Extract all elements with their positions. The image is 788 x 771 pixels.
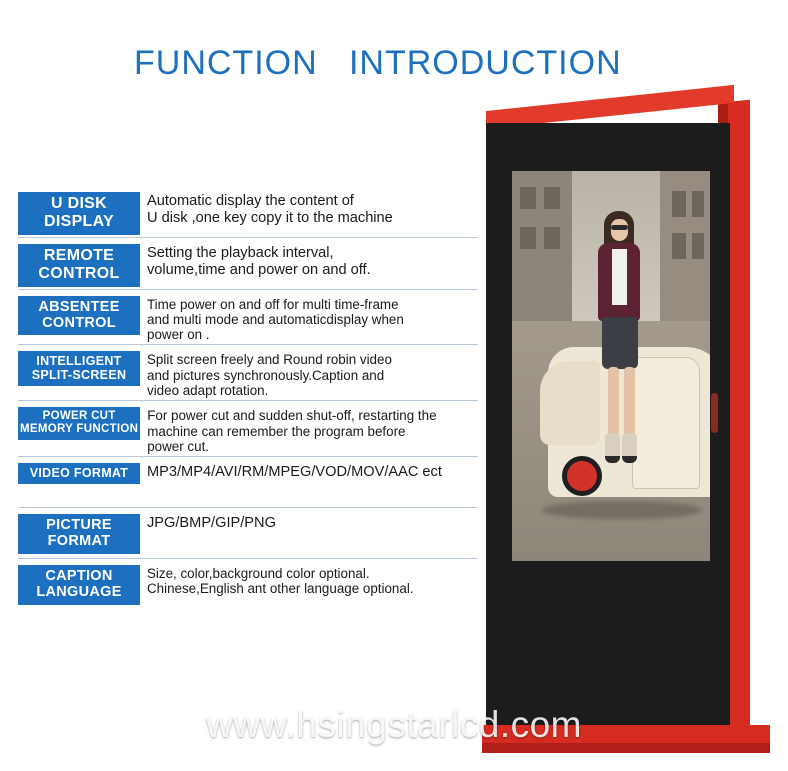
feature-table: [18, 192, 478, 615]
feature-description-line: video adapt rotation.: [147, 383, 269, 399]
scene-window: [544, 227, 560, 249]
scene-window: [692, 191, 704, 217]
scene-window: [672, 233, 686, 259]
feature-description-line: JPG/BMP/GIP/PNG: [147, 515, 276, 532]
scene-car-wheel: [562, 456, 602, 496]
feature-description: [147, 407, 478, 454]
feature-label-line: MEMORY FUNCTION: [20, 423, 139, 436]
page-title: FUNCTION INTRODUCTION: [134, 44, 622, 82]
feature-label-line: LANGUAGE: [36, 584, 122, 601]
feature-label: [18, 296, 140, 335]
model-face: [611, 219, 628, 241]
feature-label-line: VIDEO FORMAT: [29, 466, 129, 481]
watermark-text: www.hsingstarlcd.com: [205, 704, 582, 745]
feature-description: [147, 296, 478, 343]
kiosk-handle: [711, 393, 718, 433]
feature-label-line: PICTURE: [46, 517, 112, 534]
feature-description-line: Size, color,background color optional.: [147, 566, 370, 582]
feature-label-line: DISPLAY: [44, 212, 114, 230]
feature-description-line: Setting the playback interval,: [147, 244, 334, 261]
feature-description: [147, 565, 478, 597]
feature-description: [147, 463, 478, 481]
feature-description-line: MP3/MP4/AVI/RM/MPEG/VOD/MOV/AAC ect: [147, 464, 442, 481]
feature-label: [18, 463, 140, 484]
feature-description: [147, 514, 478, 532]
feature-label-line: CONTROL: [38, 264, 120, 282]
feature-description-line: Automatic display the content of: [147, 193, 354, 209]
feature-description-line: Time power on and off for multi time-frame: [147, 296, 399, 312]
sunglasses-icon: [611, 225, 628, 230]
feature-description-line: For power cut and sudden shut-off, restarting the: [147, 408, 437, 424]
scene-window: [692, 233, 704, 259]
table-row: [18, 244, 478, 290]
feature-label-line: FORMAT: [47, 533, 111, 550]
feature-label-line: U DISK: [50, 195, 108, 212]
kiosk-display-screen: [512, 171, 710, 561]
scene-window: [672, 191, 686, 217]
model-shirt: [612, 249, 627, 305]
feature-description-line: power cut.: [147, 438, 210, 454]
feature-description-line: and pictures synchronously.Caption and: [147, 367, 385, 383]
feature-label-line: REMOTE: [43, 246, 115, 264]
scene-car-hood: [540, 361, 600, 445]
feature-description: [147, 351, 478, 398]
feature-description: [147, 192, 478, 227]
feature-label: [18, 244, 140, 287]
scene-window: [520, 227, 536, 249]
feature-description-line: U disk ,one key copy it to the machine: [147, 209, 393, 226]
scene-window: [520, 187, 536, 209]
feature-label: [18, 407, 140, 440]
scene-car-shadow: [542, 501, 702, 519]
kiosk-front-panel: [486, 123, 730, 733]
model-boot: [622, 433, 637, 463]
feature-label-line: CAPTION: [45, 568, 113, 585]
feature-label: [18, 351, 140, 386]
feature-description-line: Chinese,English ant other language optional.: [147, 581, 414, 597]
feature-label-line: INTELLIGENT: [36, 354, 122, 369]
feature-label-line: CONTROL: [42, 314, 116, 331]
scene-window: [544, 187, 560, 209]
table-row: [18, 351, 478, 401]
scene-car-door: [632, 357, 700, 489]
model-boot: [605, 433, 620, 463]
kiosk-base-shadow: [482, 743, 770, 753]
table-row: [18, 407, 478, 457]
feature-description: [147, 244, 478, 279]
model-leg: [608, 367, 619, 441]
feature-description-line: machine can remember the program before: [147, 423, 406, 439]
model-leg: [624, 367, 635, 441]
kiosk-product-image: [482, 97, 774, 765]
feature-label-line: POWER CUT: [42, 410, 116, 423]
table-row: [18, 192, 478, 238]
table-row: [18, 565, 478, 609]
feature-description-line: Split screen freely and Round robin video: [147, 352, 392, 368]
model-skirt: [602, 317, 638, 369]
feature-label: [18, 514, 140, 553]
feature-label-line: ABSENTEE: [38, 298, 120, 315]
feature-description-line: volume,time and power on and off.: [147, 261, 371, 278]
table-row: [18, 463, 478, 508]
feature-description-line: power on .: [147, 327, 210, 343]
table-row: [18, 514, 478, 559]
feature-description-line: and multi mode and automaticdisplay when: [147, 311, 404, 327]
feature-label-line: SPLIT-SCREEN: [31, 368, 127, 383]
table-row: [18, 296, 478, 346]
feature-label: [18, 565, 140, 604]
feature-label: [18, 192, 140, 235]
